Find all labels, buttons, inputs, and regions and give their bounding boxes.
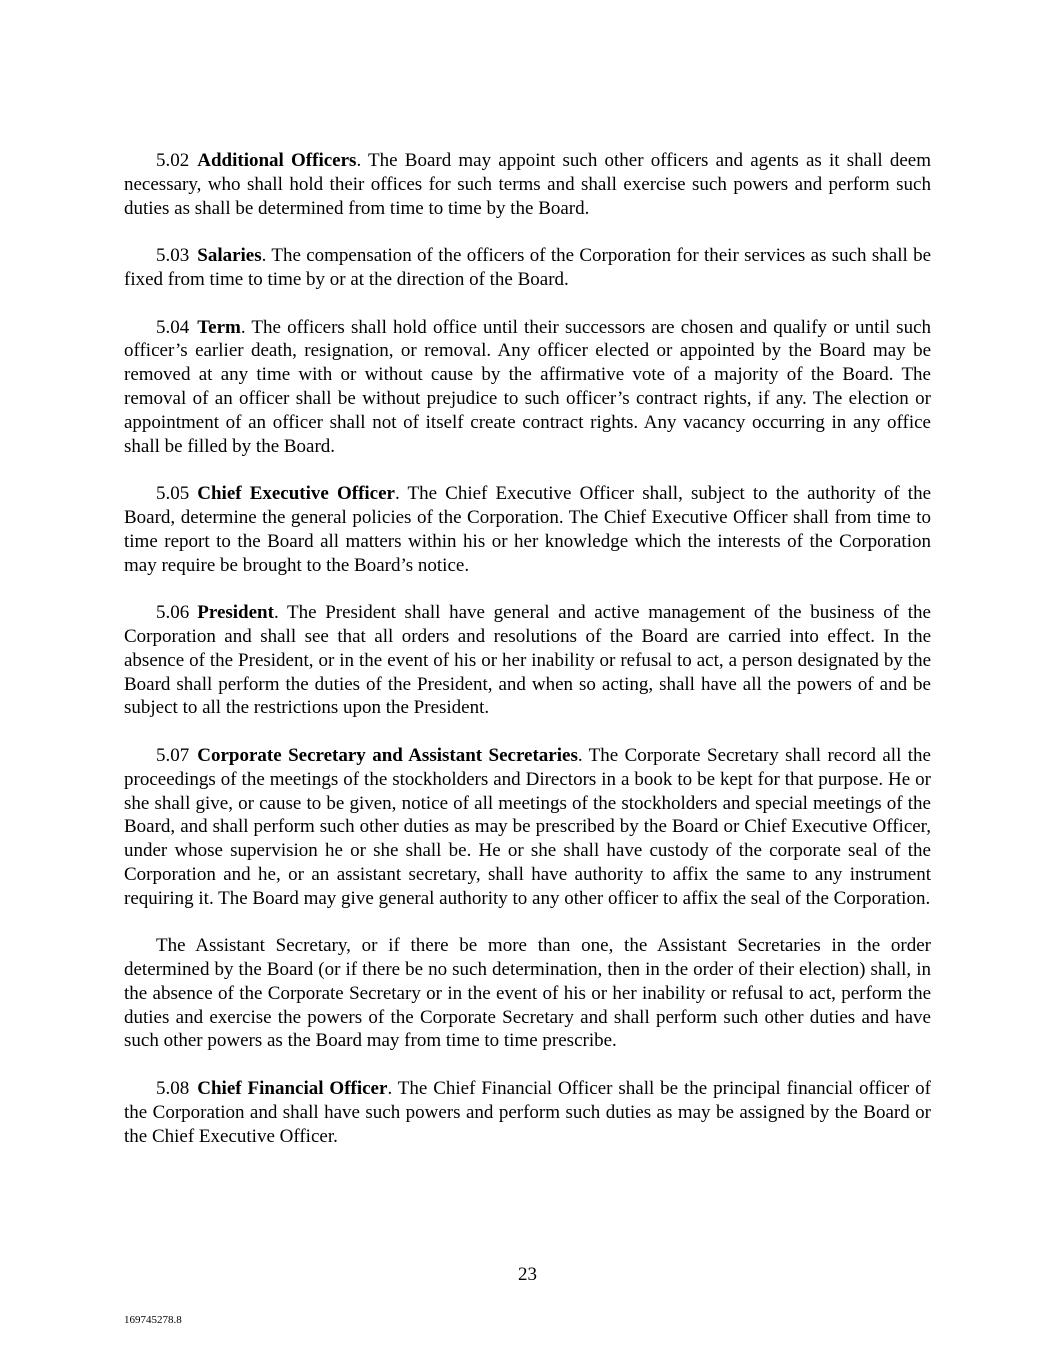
section-5-04 [124,316,931,459]
document-id: 169745278.8 [124,1314,182,1326]
section-5-02 [124,149,931,220]
section-number: 5.08 [156,1078,190,1100]
document-body [124,149,931,1172]
section-number: 5.07 [156,744,190,766]
section-heading: Chief Executive Officer [197,483,395,505]
section-5-06 [124,601,931,720]
section-heading: Additional Officers [197,150,357,171]
page-number: 23 [518,1264,537,1285]
section-5-05 [124,482,931,577]
section-text: The Assistant Secretary, or if there be more than one, the Assistant Secretaries in the order determined by the Board (or if there be no such determination, then in the order of their election) shall, in the absence of the Corporate Secretary or in the event of his or her inability or refusal to act, perform the duties and exercise the powers of the Corporate Secretary and shall perform such other duties and have such other powers as the Board may from time to time prescribe. [124,935,931,1052]
section-number: 5.04 [156,316,190,338]
section-5-07-assistant-secretary [124,934,931,1053]
section-text: . The Corporate Secretary shall record all the proceedings of the meetings of the stockholders and Directors in a book to be kept for that purpose. He or she shall give, or cause to be given, notice of all meetings of the stockholders and special meetings of the Board, and shall perform such other duties as may be prescribed by the Board or Chief Executive Officer, under whose supervision he or she shall be. He or she shall have custody of the corporate seal of the Corporation and he, or an assistant secretary, shall have authority to affix the same to any instrument requiring it. The Board may give general authority to any other officer to affix the seal of the Corporation. [124,744,931,909]
section-text: . The Chief Financial Officer shall be the principal financial officer of the Corporation and shall have such powers and perform such duties as may be assigned by the Board or the Chief Executive Officer. [124,1078,931,1147]
section-number: 5.05 [156,483,190,505]
section-number: 5.02 [156,150,190,171]
section-heading: President [197,602,274,624]
section-text: . The Chief Executive Officer shall, subject to the authority of the Board, determine the general policies of the Corporation. The Chief Executive Officer shall from time to time report to the Board all matters within his or her knowledge which the interests of the Corporation may require be brought to the Board’s notice. [124,483,931,576]
section-heading: Chief Financial Officer [197,1078,388,1100]
section-heading: Salaries [197,245,262,267]
section-heading: Term [197,316,241,338]
section-5-03 [124,244,931,292]
section-text: . The officers shall hold office until their successors are chosen and qualify or until such officer’s earlier death, resignation, or removal. Any officer elected or appointed by the Board may be removed at any time with or without cause by the affirmative vote of a majority of the Board. The removal of an officer shall be without prejudice to such officer’s contract rights, if any. The election or appointment of an officer shall not of itself create contract rights. Any vacancy occurring in any office shall be filled by the Board. [124,316,931,457]
section-text: . The Board may appoint such other officers and agents as it shall deem necessary, who shall hold their offices for such terms and shall exercise such powers and perform such duties as shall be determined from time to time by the Board. [124,150,931,219]
section-5-07 [124,744,931,911]
section-number: 5.06 [156,602,190,624]
section-5-08 [124,1077,931,1148]
section-heading: Corporate Secretary and Assistant Secretaries [197,744,578,766]
section-text: . The President shall have general and active management of the business of the Corporation and shall see that all orders and resolutions of the Board are carried into effect. In the absence of the President, or in the event of his or her inability or refusal to act, a person designated by the Board shall perform the duties of the President, and when so acting, shall have all the powers of and be subject to all the restrictions upon the President. [124,602,931,719]
section-number: 5.03 [156,245,190,267]
section-text: . The compensation of the officers of the Corporation for their services as such shall be fixed from time to time by or at the direction of the Board. [124,245,931,290]
